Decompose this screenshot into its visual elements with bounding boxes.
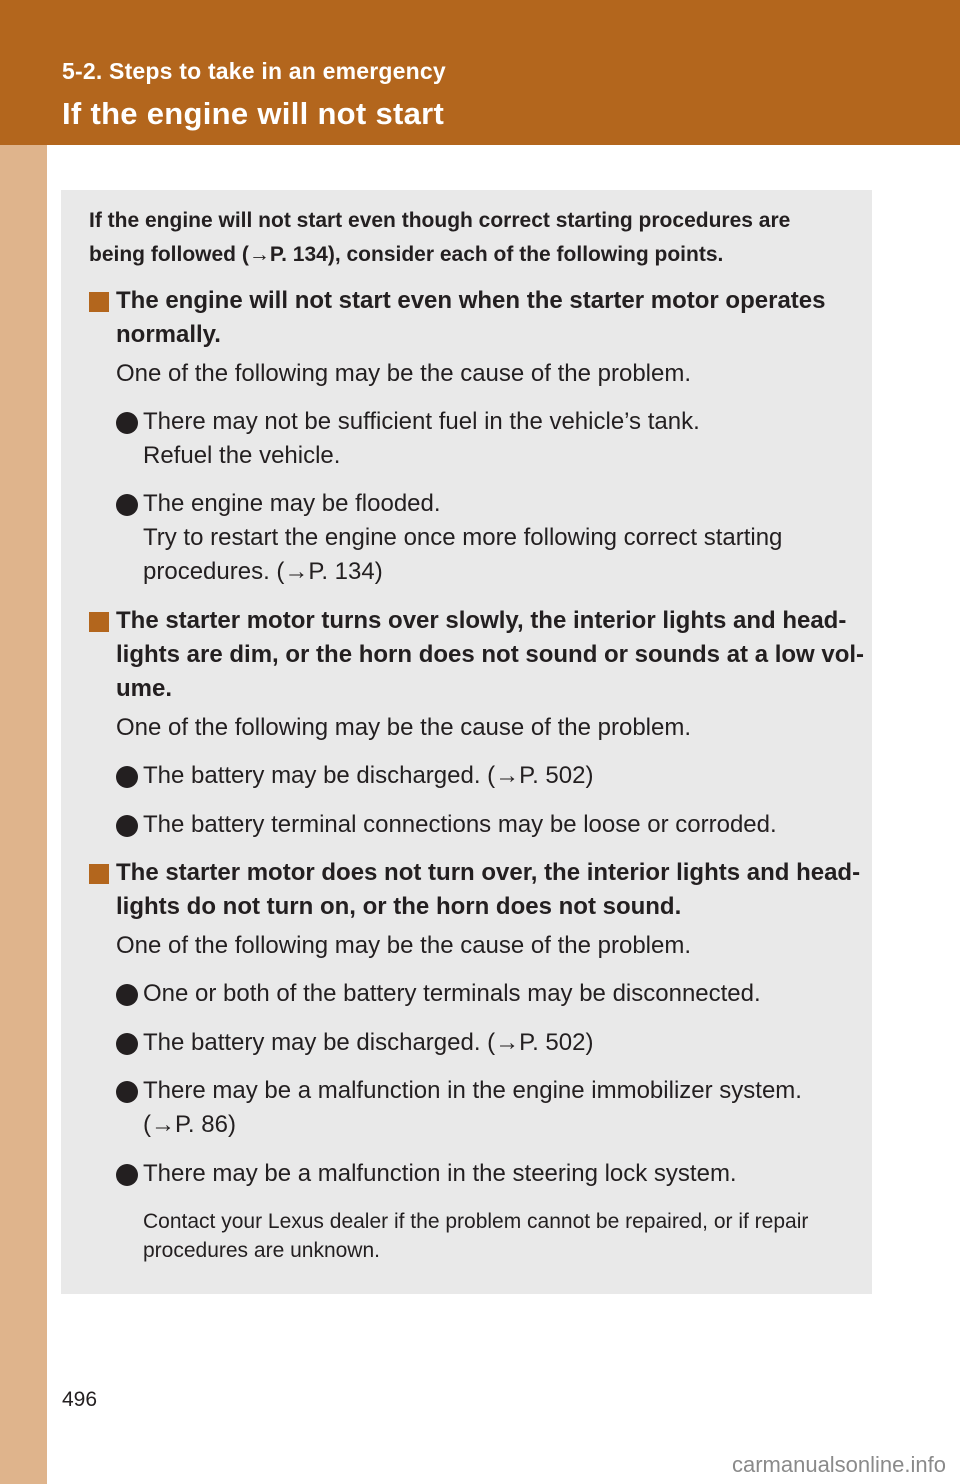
section-1-item-2-line-3: procedures. (→P. 134) — [143, 558, 383, 585]
section-marker-square — [89, 864, 109, 884]
page-header — [0, 0, 960, 145]
section-2-heading-line-3: ume. — [116, 675, 173, 702]
section-3-heading-line-1: The starter motor does not turn over, the interior lights and head- — [116, 859, 861, 886]
page-number: 496 — [62, 1388, 98, 1411]
section-1-heading-line-2: normally. — [116, 321, 221, 348]
section-2-item-2: The battery terminal connections may be loose or corroded. — [143, 811, 777, 838]
intro-text: If the engine will not start even though correct starting procedures are being followed (→P. 134), consider each of the following points. — [89, 209, 791, 266]
bullet-icon — [116, 1081, 138, 1103]
section-2-heading-line-2: lights are dim, or the horn does not sound or sounds at a low vol- — [116, 641, 865, 668]
section-2-item-1: The battery may be discharged. (→P. 502) — [143, 762, 594, 789]
page-title: If the engine will not start — [62, 96, 445, 131]
section-3-item-3-line-2: (→P. 86) — [143, 1111, 236, 1138]
section-3-lead: One of the following may be the cause of the problem. — [116, 932, 692, 959]
section-3-heading-line-2: lights do not turn on, or the horn does not sound. — [116, 893, 682, 920]
bullet-icon — [116, 815, 138, 837]
section-1-heading-line-1: The engine will not start even when the starter motor operates — [116, 287, 826, 314]
section-1-item-1-line-1: There may not be sufficient fuel in the vehicle’s tank. — [143, 408, 700, 435]
section-title: 5-2. Steps to take in an emergency — [62, 58, 446, 84]
bullet-icon — [116, 984, 138, 1006]
bullet-icon — [116, 1033, 138, 1055]
bullet-icon — [116, 766, 138, 788]
bullet-icon — [116, 1164, 138, 1186]
section-3-item-3-line-1: There may be a malfunction in the engine immobilizer system. — [143, 1077, 802, 1104]
dealer-note: Contact your Lexus dealer if the problem cannot be repaired, or if repair procedures are unknown. — [143, 1210, 809, 1262]
section-1-item-2-line-1: The engine may be flooded. — [143, 490, 441, 517]
section-2-heading-line-1: The starter motor turns over slowly, the interior lights and head- — [116, 607, 847, 634]
section-3-item-4: There may be a malfunction in the steering lock system. — [143, 1160, 737, 1187]
page-side-band — [0, 0, 47, 1484]
section-3-item-1: One or both of the battery terminals may be disconnected. — [143, 980, 761, 1007]
section-marker-square — [89, 612, 109, 632]
section-1-item-1-line-2: Refuel the vehicle. — [143, 442, 341, 469]
section-3-item-2: The battery may be discharged. (→P. 502) — [143, 1029, 594, 1056]
section-marker-square — [89, 292, 109, 312]
section-1-item-2-line-2: Try to restart the engine once more following correct starting — [143, 524, 783, 551]
section-2-lead: One of the following may be the cause of the problem. — [116, 714, 692, 741]
section-1-lead: One of the following may be the cause of the problem. — [116, 360, 692, 387]
bullet-icon — [116, 494, 138, 516]
bullet-icon — [116, 412, 138, 434]
watermark-text: carmanualsonline.info — [731, 1452, 946, 1477]
